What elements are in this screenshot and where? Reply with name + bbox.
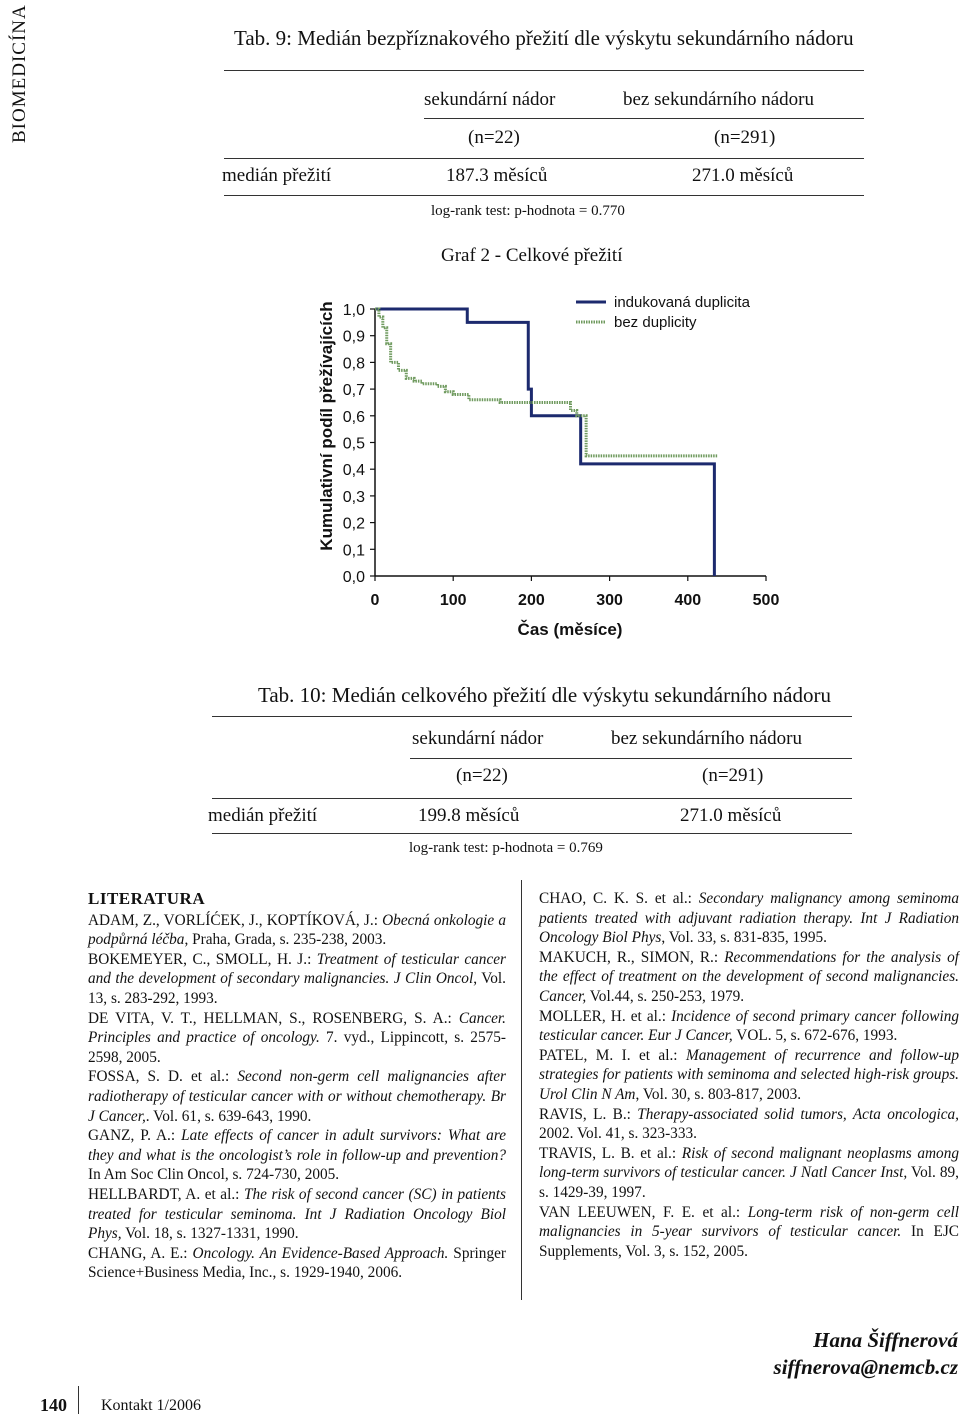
tab9-top-rule	[224, 70, 864, 71]
y-tick-label: 0,1	[342, 542, 365, 560]
reference-details: Springer Science+Business Media, Inc., s. 1929-1940, 2006.	[88, 1244, 506, 1282]
column-divider	[521, 880, 522, 1300]
reference-title: Risk of second malignant neoplasms among long-term survivors of testicular cancer. J Natl Cancer Inst,	[539, 1144, 959, 1182]
reference-entry	[539, 1203, 959, 1262]
reference-authors: CHANG, A. E.:	[88, 1244, 193, 1262]
reference-title: Incidence of second primary cancer following testicular cancer. Eur J Cancer,	[539, 1007, 959, 1045]
reference-title: Oncology. An Evidence-Based Approach.	[192, 1244, 449, 1262]
reference-details: , Vol. 33, s. 831-835, 1995.	[661, 929, 827, 947]
reference-entry	[539, 1144, 959, 1203]
footer-divider	[78, 1386, 79, 1414]
tab10-test: log-rank test: p-hodnota = 0.769	[409, 840, 603, 856]
reference-details: 2002. Vol. 41, s. 323-333.	[539, 1125, 697, 1143]
tab10-val2: 271.0 měsíců	[680, 805, 782, 826]
tab9-mid-rule	[224, 158, 864, 159]
y-tick-label: 0,2	[342, 515, 365, 533]
page-number: 140	[40, 1395, 67, 1415]
tab10-header-rule	[410, 758, 852, 759]
tab9-caption: Tab. 9: Medián bezpříznakového přežití dle výskytu sekundárního nádoru	[234, 26, 854, 50]
reference-title: Second non-germ cell malignancies after radiotherapy of testicular cancer with or without chemotherapy. Br J Cancer,	[88, 1068, 506, 1125]
reference-entry	[539, 1046, 959, 1105]
reference-authors: FOSSA, S. D. et al.:	[88, 1068, 238, 1086]
reference-authors: CHAO, C. K. S. et al.:	[539, 890, 699, 907]
tab9-test: log-rank test: p-hodnota = 0.770	[431, 203, 625, 219]
tab9-val2: 271.0 měsíců	[692, 165, 794, 186]
y-tick-label: 0,9	[342, 328, 365, 346]
reference-entry	[539, 1105, 959, 1144]
series-lines	[375, 309, 718, 576]
tab10-col2-header: bez sekundárního nádoru	[611, 728, 802, 749]
y-tick-label: 0,8	[342, 355, 365, 373]
tab10-top-rule	[212, 716, 852, 717]
reference-entry	[88, 1067, 506, 1126]
reference-title: Secondary malignancy among seminoma patients treated with adjuvant radiation therapy. Int J Radiation Oncology Biol Phys	[539, 890, 959, 947]
reference-entry	[88, 1126, 506, 1185]
reference-authors: DE VITA, V. T., HELLMAN, S., ROSENBERG, S. A.:	[88, 1009, 459, 1027]
reference-entry	[539, 1007, 959, 1046]
reference-title: Management of recurrence and follow-up strategies for patients with seminoma and selected high-risk groups. Urol Clin N Am	[539, 1046, 960, 1103]
tab10-mid-rule	[212, 798, 852, 799]
reference-entry	[88, 911, 506, 950]
x-tick-label: 100	[439, 592, 467, 609]
reference-authors: GANZ, P. A.:	[88, 1127, 182, 1145]
y-axis-ticks	[343, 302, 375, 586]
survival-chart	[300, 280, 800, 650]
reference-authors: RAVIS, L. B.:	[539, 1105, 638, 1123]
reference-authors: ADAM, Z., VORLÍĆEK, J., KOPTÍKOVÁ, J.:	[88, 911, 383, 929]
references-right-column	[539, 889, 959, 1261]
reference-details: Vol.44, s. 250-253, 1979.	[586, 987, 745, 1005]
tab10-val1: 199.8 měsíců	[418, 805, 520, 826]
y-tick-label: 0,0	[342, 569, 365, 586]
reference-entry	[539, 889, 959, 948]
journal-name: Kontakt 1/2006	[101, 1397, 201, 1414]
series-line-2	[375, 309, 718, 456]
y-axis-label: Kumulativní podíl přežívajících	[317, 301, 336, 551]
y-tick-label: 0,7	[342, 382, 365, 400]
author-email[interactable]: siffnerova@nemcb.cz	[773, 1355, 958, 1379]
tab10-bottom-rule	[212, 833, 852, 834]
x-tick-label: 200	[518, 592, 545, 609]
reference-authors: MAKUCH, R., SIMON, R.:	[539, 948, 725, 966]
graf2-title: Graf 2 - Celkové přežití	[441, 245, 623, 266]
reference-details: Vol. 18, s. 1327-1331, 1990.	[121, 1225, 299, 1243]
tab10-n1: (n=22)	[456, 765, 508, 786]
reference-details: , Vol. 30, s. 803-817, 2003.	[635, 1085, 802, 1103]
reference-details: , Vol. 13, s. 283-292, 1993.	[88, 970, 506, 1007]
reference-title: Obecná onkologie a podpůrná léčba	[88, 911, 506, 949]
reference-details: 7. vyd., Lippincott, s. 2575-2598, 2005.	[88, 1029, 506, 1066]
reference-title: The risk of second cancer (SC) in patients treated for testicular seminoma. Int J Radiation Oncology Biol Phys,	[88, 1185, 506, 1243]
reference-authors: BOKEMEYER, C., SMOLL, H. J.:	[88, 950, 317, 968]
x-axis-label: Čas (měsíce)	[517, 620, 623, 639]
tab10-caption: Tab. 10: Medián celkového přežití dle výskytu sekundárního nádoru	[258, 683, 831, 707]
tab9-col2-header: bez sekundárního nádoru	[623, 89, 814, 110]
reference-authors: VAN LEEUWEN, F. E. et al.:	[539, 1203, 748, 1221]
reference-authors: HELLBARDT, A. et al.:	[88, 1185, 244, 1203]
x-axis-ticks	[371, 576, 780, 609]
x-tick-label: 400	[674, 592, 702, 609]
reference-entry	[88, 1244, 506, 1283]
y-tick-label: 0,5	[342, 435, 365, 453]
author-name: Hana Šiffnerová	[813, 1328, 958, 1352]
reference-details: Vol. 89, s. 1429-39, 1997.	[539, 1164, 960, 1201]
reference-details: VOL. 5, s. 672-676, 1993.	[732, 1027, 898, 1045]
reference-title: Late effects of cancer in adult survivors: What are they and what is the oncologist’s role in follow-up and prevention?	[88, 1127, 506, 1164]
tab9-col1-header: sekundární nádor	[424, 89, 556, 110]
tab9-val1: 187.3 měsíců	[446, 165, 548, 186]
reference-details: , Praha, Grada, s. 235-238, 2003.	[184, 931, 387, 949]
tab10-n2: (n=291)	[702, 765, 764, 786]
legend-label-1: indukovaná duplicita	[614, 294, 750, 311]
y-tick-label: 0,4	[342, 462, 365, 480]
references-heading: LITERATURA	[88, 889, 206, 908]
reference-details: . Vol. 61, s. 639-643, 1990.	[145, 1107, 312, 1125]
reference-title: Recommendations for the analysis of the effect of treatment on the development of second malignancies. Cancer,	[539, 948, 959, 1005]
tab10-col1-header: sekundární nádor	[412, 728, 544, 749]
x-tick-label: 300	[596, 592, 623, 609]
tab9-bottom-rule	[224, 195, 864, 196]
y-tick-label: 1,0	[342, 302, 365, 319]
reference-title: Treatment of testicular cancer and the development of secondary malignancies. J Clin Oncol	[88, 950, 506, 988]
tab9-n1: (n=22)	[468, 127, 520, 148]
reference-details: In EJC Supplements, Vol. 3, s. 152, 2005.	[539, 1223, 959, 1260]
reference-entry	[88, 950, 506, 1009]
reference-entry	[539, 948, 959, 1007]
x-tick-label: 0	[370, 592, 380, 609]
series-line-1	[375, 309, 714, 576]
y-tick-label: 0,3	[342, 488, 365, 506]
reference-title: Long-term risk of non-germ cell malignancies in 5-year survivors of testicular cancer.	[539, 1203, 959, 1241]
references-left-column	[88, 889, 506, 1283]
tab9-header-rule	[424, 118, 864, 119]
x-tick-label: 500	[752, 592, 780, 609]
reference-authors: MOLLER, H. et al.:	[539, 1007, 672, 1025]
reference-entry	[88, 1185, 506, 1244]
tab9-row-label: medián přežití	[222, 165, 332, 186]
legend-label-2: bez duplicity	[614, 314, 697, 331]
reference-title: Cancer. Principles and practice of oncology.	[88, 1009, 506, 1047]
reference-authors: PATEL, M. I. et al.:	[539, 1046, 686, 1064]
reference-details: In Am Soc Clin Oncol, s. 724-730, 2005.	[88, 1166, 340, 1184]
reference-entry	[88, 1009, 506, 1068]
y-tick-label: 0,6	[342, 408, 365, 426]
tab9-n2: (n=291)	[714, 127, 776, 148]
tab10-row-label: medián přežití	[208, 805, 318, 826]
reference-authors: TRAVIS, L. B. et al.:	[539, 1144, 682, 1162]
section-side-label: BIOMEDICÍNA	[9, 4, 30, 143]
reference-title: Therapy-associated solid tumors, Acta oncologica,	[637, 1105, 960, 1123]
